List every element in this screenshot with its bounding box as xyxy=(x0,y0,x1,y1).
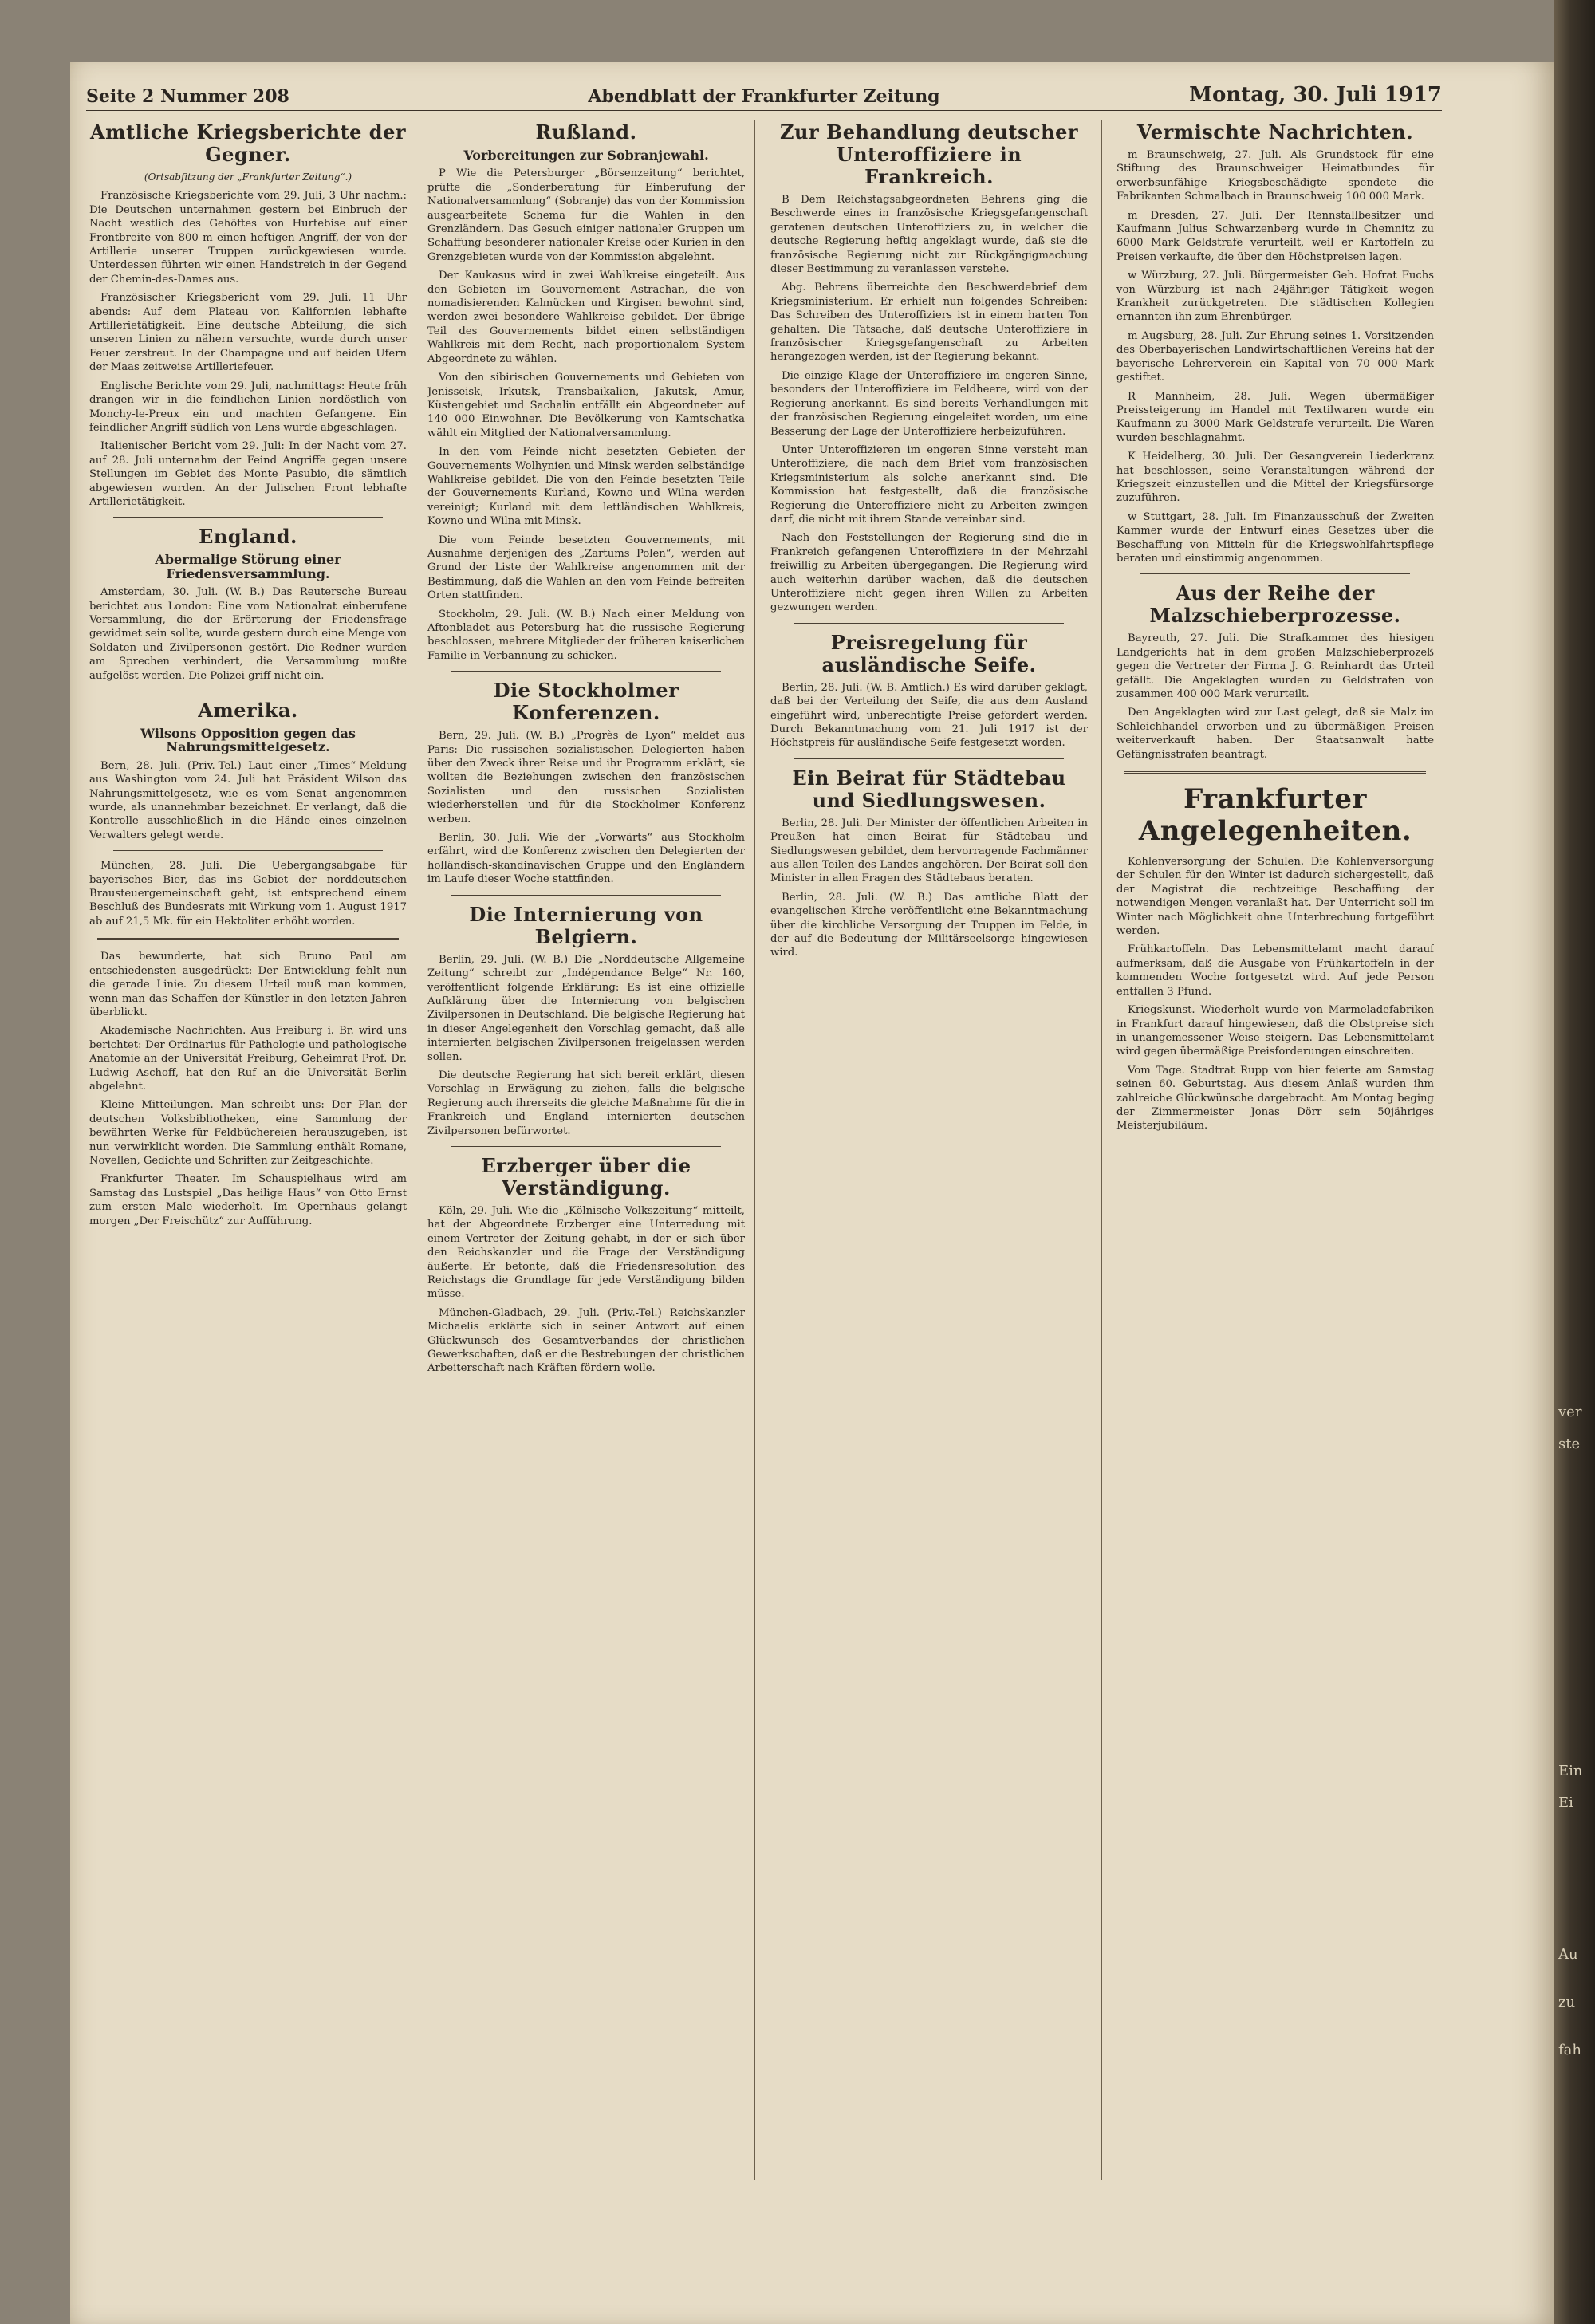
section-rule xyxy=(1140,573,1410,574)
article-paragraph: Englische Berichte vom 29. Juli, nachmittags: Heute früh drangen wir in die feindlichen Linien nordöstlich von Monchy-le-Preux ein und machten Gefangene. Ein feindlicher Angriff südlich von Lens wurde abgeschlagen. xyxy=(89,380,407,434)
subheadline: Wilsons Opposition gegen das Nahrungsmittelgesetz. xyxy=(140,726,356,755)
edge-fragment: Ei xyxy=(1558,1794,1573,1811)
subheadline: Abermalige Störung einer Friedensversammlung. xyxy=(155,552,341,581)
column-4 xyxy=(1116,118,1434,2180)
headline-erzberger: Erzberger über die Verständigung. xyxy=(481,1153,691,1199)
article-paragraph: Berlin, 28. Juli. (W. B.) Das amtliche Blatt der evangelischen Kirche veröffentlicht eine Bekanntmachung über die kirchliche Versorgung der Truppen im Felde, in der auf die Bedeutung der Militärseelsorge hingewiesen wird. xyxy=(770,891,1088,959)
article-paragraph: Berlin, 28. Juli. (W. B. Amtlich.) Es wird darüber geklagt, daß bei der Verteilung der Seife, die aus dem Ausland eingeführt wird, unberechtigte Preise gefordert werden. Durch Bekanntmachung vom 21. Juli 1917 ist der Höchstpreis für ausländische Seife festgesetzt worden. xyxy=(770,681,1088,750)
headline-england: England. xyxy=(199,525,297,549)
section-rule xyxy=(451,671,721,672)
column-1 xyxy=(89,118,407,2180)
article-paragraph: Den Angeklagten wird zur Last gelegt, daß sie Malz im Schleichhandel erworben und zu übermäßigen Preisen weiterverkauft haben. Der Staatsanwalt hatte Gefängnisstrafen beantragt. xyxy=(1116,707,1434,761)
article-paragraph: Akademische Nachrichten. Aus Freiburg i. Br. wird uns berichtet: Der Ordinarius für Pathologie und pathologische Anatomie an der Universität Freiburg, Geheimrat Prof. Dr. Ludwig Aschoff, hat den Ruf an die Universität Berlin abgelehnt. xyxy=(89,1025,407,1093)
newspaper-title: Abendblatt der Frankfurter Zeitung xyxy=(588,86,940,107)
headline-vermischtes: Vermischte Nachrichten. xyxy=(1136,120,1414,144)
section-rule xyxy=(794,758,1064,759)
article-paragraph: Berlin, 30. Juli. Wie der „Vorwärts“ aus Stockholm erfährt, wird die Konferenz zwischen den Delegierten der holländisch-skandinavischen Gruppe und den Engländern im Laufe dieser Woche stattfinden. xyxy=(427,832,745,886)
section-rule xyxy=(113,517,383,518)
page-header xyxy=(86,83,1442,112)
section-rule xyxy=(1124,771,1426,774)
article-paragraph: R Mannheim, 28. Juli. Wegen übermäßiger Preissteigerung im Handel mit Textilwaren wurde ein Kaufmann zu 3000 Mark Geldstrafe verurteilt. Die Waren wurden beschlagnahmt. xyxy=(1116,390,1434,444)
article-paragraph: K Heidelberg, 30. Juli. Der Gesangverein Liederkranz hat beschlossen, seine Veranstaltungen während der Kriegszeit einzustellen und die Mittel der Kriegsfürsorge zuzuführen. xyxy=(1116,451,1434,505)
article-paragraph: Bern, 29. Juli. (W. B.) „Progrès de Lyon“ meldet aus Paris: Die russischen sozialistischen Delegierten haben über den Zweck ihrer Reise und ihr Programm erklärt, sie wollten die Beziehungen zwischen den französischen Sozialisten und den russischen Sozialisten wiederherstellen und für die Stockholmer Konferenz werben. xyxy=(427,730,745,825)
source-note: (Ortsabfitzung der „Frankfurter Zeitung“.) xyxy=(144,171,352,183)
section-rule xyxy=(113,850,383,851)
article-paragraph: Von den sibirischen Gouvernements und Gebieten von Jenisseisk, Irkutsk, Transbaikalien, Jakutsk, Amur, Küstengebiet und Sachalin entfällt ein Abgeordneter auf 140 000 Einwohner. Die Bevölkerung von Kamtschatka wählt ein Mitglied der Nationalversammlung. xyxy=(427,372,745,439)
edge-fragment: fah xyxy=(1558,2042,1581,2058)
section-rule xyxy=(451,1146,721,1147)
article-paragraph: Unter Unteroffizieren im engeren Sinne versteht man Unteroffiziere, die nach dem Brief vom französischen Kriegsministerium als solche anerkannt sind. Die Kommission hat festgestellt, daß die französische Regierung die Unteroffiziere nicht zu Arbeiten zwingen darf, die nicht mit ihrem Stande vereinbar sind. xyxy=(770,443,1088,526)
column-2 xyxy=(427,118,745,2180)
article-paragraph: In den vom Feinde nicht besetzten Gebieten der Gouvernements Wolhynien und Minsk werden selbständige Wahlkreise gebildet. Die von den Feinde besetzten Teile der Gouvernements Kurland, Kowno und Wilna werden vereinigt; Kurland mit dem lettländischen Wahlkreis, Kowno und Wilna mit Minsk. xyxy=(427,446,745,528)
article-paragraph: Das bewunderte, hat sich Bruno Paul am entschiedensten ausgedrückt: Der Entwicklung fehlt nun die gerade Linie. Zu diesem Urteil muß man kommen, wenn man das Schaffen der Künstler in den letzten Jahren überblickt. xyxy=(89,951,407,1018)
edge-fragment: ver xyxy=(1558,1404,1582,1420)
article-paragraph: Köln, 29. Juli. Wie die „Kölnische Volkszeitung“ mitteilt, hat der Abgeordnete Erzberger eine Unterredung mit einem Vertreter der Zeitung gehabt, in der er sich über den Reichskanzler und die Frage der Verständigung äußerte. Er betonte, daß die Friedensresolution des Reichstags die Grundlage für jede Verständigung bilden müsse. xyxy=(427,1204,745,1301)
headline-seife: Preisregelung für ausländische Seife. xyxy=(821,630,1037,676)
edge-fragment: zu xyxy=(1558,1994,1576,2011)
edge-fragment: Au xyxy=(1558,1946,1578,1963)
article-paragraph: Nach den Feststellungen der Regierung sind die in Frankreich gefangenen Unteroffiziere in der Mehrzahl freiwillig zu Arbeiten übergegangen. Die Regierung wird auch weiterhin darüber wachen, daß die deutschen Unteroffiziere nicht gegen ihren Willen zu Arbeiten gezwungen werden. xyxy=(770,532,1088,614)
feuilleton-rule xyxy=(97,938,399,940)
edge-fragment: Ein xyxy=(1558,1763,1583,1779)
headline-staedtebau: Ein Beirat für Städtebau und Siedlungswesen. xyxy=(792,766,1066,812)
article-paragraph: Kleine Mitteilungen. Man schreibt uns: Der Plan der deutschen Volksbibliotheken, eine Sammlung der bewährten Werke für Feldbüchereien herauszugeben, ist nun verwirklicht worden. Die Sammlung enthält Romane, Novellen, Gedichte und Schriften zur Zeitgeschichte. xyxy=(89,1099,407,1167)
article-paragraph: Bern, 28. Juli. (Priv.-Tel.) Laut einer „Times“-Meldung aus Washington vom 24. Juli hat Präsident Wilson das Nahrungsmittelgesetz, wie es vom Senat angenommen wurde, als unannehmbar bezeichnet. Er verlangt, daß die Kontrolle ausschließlich in die Hände eines einzelnen Verwalters gelegt werde. xyxy=(89,759,407,841)
headline-frankfurter-angelegenheiten: Frankfurter Angelegenheiten. xyxy=(1138,783,1412,848)
edge-fragment: ste xyxy=(1558,1436,1581,1452)
headline-stockholm: Die Stockholmer Konferenzen. xyxy=(493,679,679,725)
column-divider xyxy=(1101,120,1102,2180)
article-paragraph: Amsterdam, 30. Juli. (W. B.) Das Reutersche Bureau berichtet aus London: Eine vom Nationalrat einberufene Versammlung, die der Erörterung der Friedensfrage gewidmet sein sollte, wurde gestern durch eine Menge von Soldaten und Zivilpersonen gestört. Die Redner wurden am Sprechen verhindert, die Versammlung mußte aufgelöst werden. Die Polizei griff nicht ein. xyxy=(89,586,407,682)
article-paragraph: München, 28. Juli. Die Uebergangsabgabe für bayerisches Bier, das ins Gebiet der norddeutschen Brausteuergemeinschaft geht, ist entsprechend einem Beschluß des Bundesrats mit Wirkung vom 1. August 1917 ab auf 21,5 Mk. für ein Hektoliter erhöht worden. xyxy=(89,860,407,928)
section-rule xyxy=(794,623,1064,624)
article-paragraph: Stockholm, 29. Juli. (W. B.) Nach einer Meldung von Aftonbladet aus Petersburg hat die russische Regierung beschlossen, mehrere Mitglieder der früheren kaiserlichen Familie in Verbannung zu schicken. xyxy=(427,608,745,662)
headline-unteroffiziere: Zur Behandlung deutscher Unteroffiziere in Frankreich. xyxy=(780,120,1078,188)
article-paragraph: Frühkartoffeln. Das Lebensmittelamt macht darauf aufmerksam, daß die Ausgabe von Frühkartoffeln in der kommenden Woche fortgesetzt wird. Auf jede Person entfallen 3 Pfund. xyxy=(1116,943,1434,998)
article-paragraph: Kriegskunst. Wiederholt wurde von Marmeladefabriken in Frankfurt darauf hingewiesen, daß die Obstpreise sich in unangemessener Weise steigern. Das Lebensmittelamt wird gegen übermäßige Preisforderungen einschreiten. xyxy=(1116,1004,1434,1058)
article-paragraph: Frankfurter Theater. Im Schauspielhaus wird am Samstag das Lustspiel „Das heilige Haus“ von Otto Ernst zum ersten Male wiederholt. Im Opernhaus gelangt morgen „Der Freischütz“ zur Aufführung. xyxy=(89,1173,407,1227)
article-paragraph: w Würzburg, 27. Juli. Bürgermeister Geh. Hofrat Fuchs von Würzburg ist nach 24jähriger Tätigkeit wegen Krankheit zurückgetreten. Die städtischen Kollegien ernannten ihn zum Ehrenbürger. xyxy=(1116,270,1434,324)
article-paragraph: Kohlenversorgung der Schulen. Die Kohlenversorgung der Schulen für den Winter ist dadurch sichergestellt, daß der Magistrat die rechtzeitige Beschaffung der notwendigen Mengen veranlaßt hat. Der Unterricht soll im Winter nach Möglichkeit ohne Unterbrechung fortgeführt werden. xyxy=(1116,856,1434,938)
article-paragraph: Berlin, 28. Juli. Der Minister der öffentlichen Arbeiten in Preußen hat einen Beirat für Städtebau und Siedlungswesen gebildet, dem hervorragende Fachmänner aus allen Teilen des Landes angehören. Der Beirat soll den Minister in allen Fragen des Städtebaus beraten. xyxy=(770,817,1088,885)
article-paragraph: Italienischer Bericht vom 29. Juli: In der Nacht vom 27. auf 28. Juli unternahm der Feind Angriffe gegen unsere Stellungen im Gebiet des Monte Pasubio, die sämtlich abgewiesen wurden. An der Julischen Front lebhafte Artillerietätigkeit. xyxy=(89,440,407,508)
headline-russland: Rußland. xyxy=(535,120,637,144)
article-paragraph: P Wie die Petersburger „Börsenzeitung“ berichtet, prüfte die „Sonderberatung für Einberufung der Nationalversammlung“ (Sobranje) das von der Kommission ausgearbeitete Schema für die Wahlen in den Grenzländern. Das Gesuch einiger nationaler Gruppen um Schaffung besonderer nationaler Kreise oder Kurien in den Grenzgebieten wurde von der Kommission abgelehnt. xyxy=(427,167,745,263)
article-paragraph: Französischer Kriegsbericht vom 29. Juli, 11 Uhr abends: Auf dem Plateau von Kalifornien lebhafte Artillerietätigkeit. Eine deutsche Abteilung, die sich unseren Linien zu nähern versuchte, wurde durch unser Feuer zerstreut. In der Champagne und auf beiden Ufern der Maas zeitweise Artilleriefeuer. xyxy=(89,292,407,374)
article-paragraph: B Dem Reichstagsabgeordneten Behrens ging die Beschwerde eines in französische Kriegsgefangenschaft geratenen deutschen Unteroffiziers zu, in welcher die deutsche Regierung heftig angeklagt wurde, daß sie die französische Regierung nicht zur Rückgängigmachung dieser Bestimmung zu veranlassen verstehe. xyxy=(770,194,1088,276)
page-number: Seite 2 Nummer 208 xyxy=(86,86,289,107)
article-paragraph: Die einzige Klage der Unteroffiziere im engeren Sinne, besonders der Unteroffiziere im Feldheere, wird von der Regierung anerkannt. Es sind bereits Verhandlungen mit der französischen Regierung eingeleitet worden, um eine Besserung der Lage der Unteroffiziere herbeizuführen. xyxy=(770,369,1088,438)
article-paragraph: Die vom Feinde besetzten Gouvernements, mit Ausnahme derjenigen des „Zartums Polen“, werden auf Grund der Liste der Wahlkreise angenommen mit der Bestimmung, daß die Wahlen an den vom Feinde befreiten Orten stattfinden. xyxy=(427,534,745,602)
headline-amerika: Amerika. xyxy=(198,699,298,722)
section-rule xyxy=(451,895,721,896)
article-paragraph: m Braunschweig, 27. Juli. Als Grundstock für eine Stiftung des Braunschweiger Heimatbundes für erwerbsunfähige Kriegsbeschädigte spendete die Fabrikanten Schmalbach in Braunschweig 100 000 Mark. xyxy=(1116,149,1434,203)
headline-war-reports: Amtliche Kriegsberichte der Gegner. xyxy=(90,120,406,166)
column-3 xyxy=(770,118,1088,2180)
article-paragraph: München-Gladbach, 29. Juli. (Priv.-Tel.) Reichskanzler Michaelis erklärte sich in seiner Antwort auf einen Glückwunsch des Gesamtverbandes der christlichen Gewerkschaften, daß er die Bestrebungen der christlichen Arbeiterschaft nach Kräften fördern wolle. xyxy=(427,1306,745,1375)
column-divider xyxy=(754,120,755,2180)
article-paragraph: Der Kaukasus wird in zwei Wahlkreise eingeteilt. Aus den Gebieten im Gouvernement Astrachan, die von nomadisierenden Kalmücken und Kirgisen bewohnt sind, werden zwei besondere Wahlkreise gebildet. Der übrige Teil des Gouvernements bildet einen selbständigen Wahlkreis mit dem Recht, nach proportionalem System Abgeordnete zu wählen. xyxy=(427,270,745,365)
article-paragraph: m Dresden, 27. Juli. Der Rennstallbesitzer und Kaufmann Julius Schwarzenberg wurde in Chemnitz zu 6000 Mark Geldstrafe verurteilt, weil er Kartoffeln zu Preisen verkaufte, die über den Höchstpreisen lagen. xyxy=(1116,209,1434,263)
article-paragraph: Die deutsche Regierung hat sich bereit erklärt, diesen Vorschlag in Erwägung zu ziehen, falls die belgische Regierung auch ihrerseits die gleiche Maßnahme für die in Frankreich und England internierten deutschen Zivilpersonen befürwortet. xyxy=(427,1069,745,1137)
issue-date: Montag, 30. Juli 1917 xyxy=(1189,83,1442,107)
article-paragraph: Vom Tage. Stadtrat Rupp von hier feierte am Samstag seinen 60. Geburtstag. Aus diesem Anlaß wurden ihm zahlreiche Glückwünsche dargebracht. Am Montag beging der Zimmermeister Jonas Dörr sein 50jähriges Meisterjubiläum. xyxy=(1116,1064,1434,1132)
article-paragraph: Französische Kriegsberichte vom 29. Juli, 3 Uhr nachm.: Die Deutschen unternahmen gestern bei Einbruch der Nacht westlich des Gehöftes von Hurtebise auf einer Frontbreite von 800 m einen heftigen Angriff, der von der Artillerie unserer Truppen zurückgewiesen wurde. Unterdessen führten wir einen Handstreich in der Gegend der Chemin-des-Dames aus. xyxy=(89,190,407,286)
headline-malzschieber: Aus der Reihe der Malzschieberprozesse. xyxy=(1149,581,1401,628)
article-paragraph: Bayreuth, 27. Juli. Die Strafkammer des hiesigen Landgerichts hat in dem großen Malzschieberprozeß gegen die Vertreter der Firma J. G. Reinhardt das Urteil gefällt. Die Angeklagten wurden zu Geldstrafen von zusammen 400 000 Mark verurteilt. xyxy=(1116,632,1434,700)
adjacent-page-edge xyxy=(1554,0,1595,2324)
article-paragraph: w Stuttgart, 28. Juli. Im Finanzausschuß der Zweiten Kammer wurde der Entwurf eines Gesetzes über die Beschaffung von Mitteln für die Kriegswohlfahrtspflege beraten und einstimmig angenommen. xyxy=(1116,510,1434,565)
article-paragraph: Berlin, 29. Juli. (W. B.) Die „Norddeutsche Allgemeine Zeitung“ schreibt zur „Indépendance Belge“ Nr. 160, veröffentlicht folgende Erklärung: Es ist eine offizielle Aufklärung über die Internierung von belgischen Zivilpersonen in Deutschland. Die belgische Regierung hat in dieser Angelegenheit den Vorschlag gemacht, daß alle internierten belgischen Zivilpersonen freigelassen werden sollen. xyxy=(427,953,745,1063)
subheadline: Vorbereitungen zur Sobranjewahl. xyxy=(463,148,709,163)
article-paragraph: m Augsburg, 28. Juli. Zur Ehrung seines 1. Vorsitzenden des Oberbayerischen Landwirtschaftlichen Vereins hat der bayerische Lehrerverein ein Kapital von 70 000 Mark gestiftet. xyxy=(1116,329,1434,384)
headline-belgier: Die Internierung von Belgiern. xyxy=(469,902,703,948)
article-paragraph: Abg. Behrens überreichte den Beschwerdebrief dem Kriegsministerium. Er erhielt nun folgendes Schreiben: Das Schreiben des Unteroffiziers ist in einem harten Ton gehalten. Die Tatsache, daß deutsche Unteroffiziere in französischer Kriegsgefangenschaft zu Arbeiten herangezogen werden, ist der Regierung bekannt. xyxy=(770,282,1088,364)
